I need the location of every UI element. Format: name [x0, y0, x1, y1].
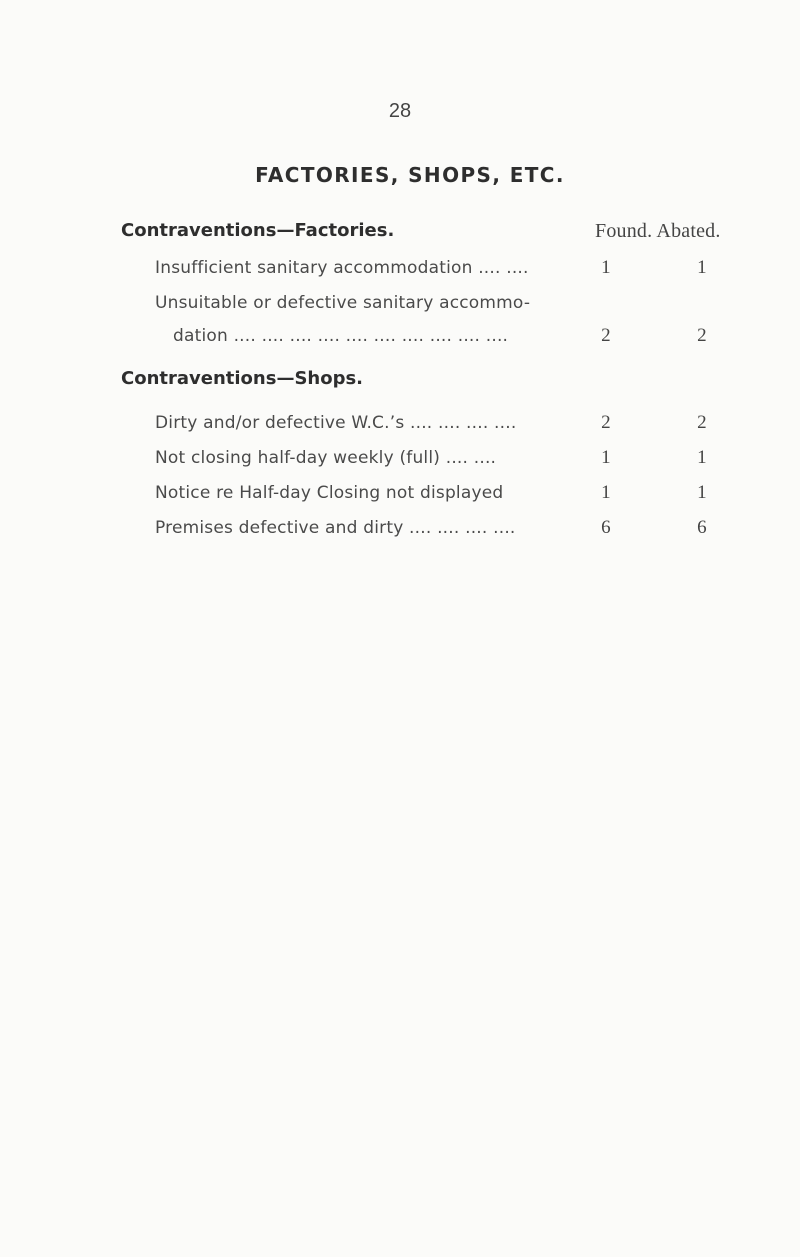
found-value: 1: [601, 257, 611, 278]
page-number: 28: [388, 100, 412, 122]
row-label: Dirty and/or defective W.C.’s .... .... .... ....: [155, 413, 517, 433]
row-label-continuation: dation .... .... .... .... .... .... .... .... .... ....: [173, 326, 509, 346]
column-headers: Found. Abated.: [595, 220, 721, 242]
abated-value: 2: [697, 325, 707, 346]
found-value: 1: [601, 447, 611, 468]
found-value: 1: [601, 482, 611, 503]
row-label: Insufficient sanitary accommodation .... ....: [155, 258, 529, 278]
abated-value: 6: [697, 517, 707, 538]
row-label: Notice re Half-day Closing not displayed: [155, 483, 504, 503]
section-heading-shops: Contraventions—Shops.: [121, 368, 364, 389]
page-title: FACTORIES, SHOPS, ETC.: [255, 163, 565, 187]
row-label: Not closing half-day weekly (full) .... ....: [155, 448, 497, 468]
abated-value: 2: [697, 412, 707, 433]
row-label: Unsuitable or defective sanitary accommo-: [155, 293, 531, 313]
found-value: 2: [601, 412, 611, 433]
abated-value: 1: [697, 447, 707, 468]
abated-value: 1: [697, 482, 707, 503]
section-heading-factories: Contraventions—Factories.: [121, 220, 395, 241]
found-value: 2: [601, 325, 611, 346]
abated-value: 1: [697, 257, 707, 278]
found-value: 6: [601, 517, 611, 538]
row-label: Premises defective and dirty .... .... .... ....: [155, 518, 516, 538]
